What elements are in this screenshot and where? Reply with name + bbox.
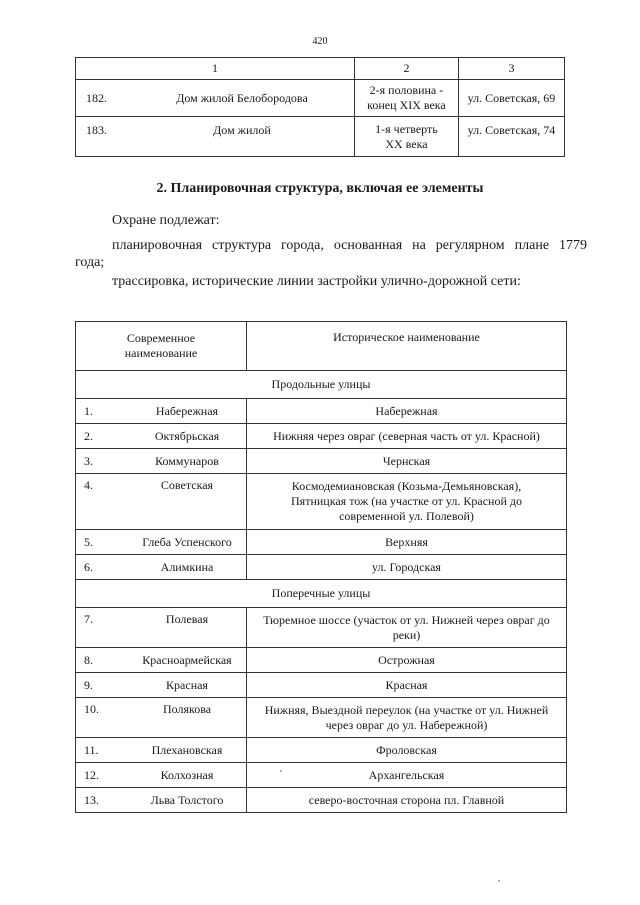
section-transverse-streets: Поперечные улицы bbox=[76, 580, 567, 608]
table-row bbox=[76, 449, 567, 474]
modern-name: Глеба Успенского bbox=[128, 530, 247, 555]
historical-name: ул. Городская bbox=[247, 555, 567, 580]
table-row bbox=[76, 608, 567, 648]
object-address: ул. Советская, 74 bbox=[458, 117, 564, 157]
row-number: 10. bbox=[76, 698, 129, 738]
table-header-row bbox=[76, 322, 567, 371]
table-row bbox=[76, 673, 567, 698]
streets-table bbox=[75, 321, 567, 813]
modern-name: Колхозная bbox=[128, 763, 247, 788]
header-cell-2: 2 bbox=[354, 58, 458, 80]
row-number: 5. bbox=[76, 530, 129, 555]
table-row bbox=[76, 738, 567, 763]
header-historical-name: Историческое наименование bbox=[247, 322, 567, 371]
historical-name: Архангельская bbox=[247, 763, 567, 788]
historical-name: северо-восточная сторона пл. Главной bbox=[247, 788, 567, 813]
modern-name: Полякова bbox=[128, 698, 247, 738]
object-period: 2-я половина - конец XIX века bbox=[354, 80, 458, 117]
section-longitudinal-streets: Продольные улицы bbox=[76, 371, 567, 399]
modern-name: Плехановская bbox=[128, 738, 247, 763]
modern-name: Коммунаров bbox=[128, 449, 247, 474]
row-number: 1. bbox=[76, 399, 129, 424]
object-period: 1-я четверть XX века bbox=[354, 117, 458, 157]
section-heading: 2. Планировочная структура, включая ее элементы bbox=[156, 181, 484, 196]
modern-name: Красная bbox=[128, 673, 247, 698]
table-row bbox=[76, 763, 567, 788]
historical-name: Нижняя, Выездной переулок (на участке от ул. Нижней через овраг до ул. Набережной) bbox=[247, 698, 567, 738]
table-row bbox=[76, 80, 565, 117]
table-row bbox=[76, 117, 565, 157]
modern-name: Алимкина bbox=[128, 555, 247, 580]
historical-name: Чернская bbox=[247, 449, 567, 474]
row-number: 4. bbox=[76, 474, 129, 530]
row-number: 8. bbox=[76, 648, 129, 673]
intro-paragraph: Охране подлежат: bbox=[112, 213, 220, 228]
row-number: 9. bbox=[76, 673, 129, 698]
table-header-row bbox=[76, 58, 565, 80]
paragraph-routes: трассировка, исторические линии застройки улично-дорожной сети: bbox=[112, 274, 521, 289]
modern-name: Октябрьская bbox=[128, 424, 247, 449]
header-modern-name: Современное наименование bbox=[76, 322, 247, 371]
object-name: Дом жилой Белобородова bbox=[130, 80, 354, 117]
row-number: 6. bbox=[76, 555, 129, 580]
row-number: 2. bbox=[76, 424, 129, 449]
table-row bbox=[76, 399, 567, 424]
historical-name: Нижняя через овраг (северная часть от ул. Красной) bbox=[247, 424, 567, 449]
historical-name: Космодемиановская (Козьма-Демьяновская), Пятницкая тож (на участке от ул. Красной до современной ул. Полевой) bbox=[247, 474, 567, 530]
row-number: 12. bbox=[76, 763, 129, 788]
modern-name: Красноармейская bbox=[128, 648, 247, 673]
modern-name: Полевая bbox=[128, 608, 247, 648]
historical-name: Острожная bbox=[247, 648, 567, 673]
monuments-table bbox=[75, 57, 565, 157]
table-row bbox=[76, 555, 567, 580]
scan-speck bbox=[280, 770, 282, 772]
table-row bbox=[76, 530, 567, 555]
historical-name: Красная bbox=[247, 673, 567, 698]
section-row bbox=[76, 371, 567, 399]
historical-name: Набережная bbox=[247, 399, 567, 424]
table-row bbox=[76, 424, 567, 449]
table-row bbox=[76, 474, 567, 530]
table-row bbox=[76, 648, 567, 673]
header-cell-3: 3 bbox=[458, 58, 564, 80]
modern-name: Льва Толстого bbox=[128, 788, 247, 813]
object-name: Дом жилой bbox=[130, 117, 354, 157]
row-number: 13. bbox=[76, 788, 129, 813]
section-row bbox=[76, 580, 567, 608]
page-number: 420 bbox=[312, 36, 328, 47]
paragraph-planning-line1: планировочная структура города, основанная на регулярном плане 1779 bbox=[112, 238, 587, 253]
table-row bbox=[76, 698, 567, 738]
scan-speck bbox=[498, 880, 500, 882]
header-cell-1: 1 bbox=[76, 58, 355, 80]
historical-name: Верхняя bbox=[247, 530, 567, 555]
row-number: 183. bbox=[76, 117, 131, 157]
row-number: 7. bbox=[76, 608, 129, 648]
historical-name: Тюремное шоссе (участок от ул. Нижней через овраг до реки) bbox=[247, 608, 567, 648]
row-number: 11. bbox=[76, 738, 129, 763]
paragraph-planning-line2: года; bbox=[75, 255, 105, 270]
row-number: 3. bbox=[76, 449, 129, 474]
modern-name: Набережная bbox=[128, 399, 247, 424]
modern-name: Советская bbox=[128, 474, 247, 530]
historical-name: Фроловская bbox=[247, 738, 567, 763]
table-row bbox=[76, 788, 567, 813]
row-number: 182. bbox=[76, 80, 131, 117]
object-address: ул. Советская, 69 bbox=[458, 80, 564, 117]
